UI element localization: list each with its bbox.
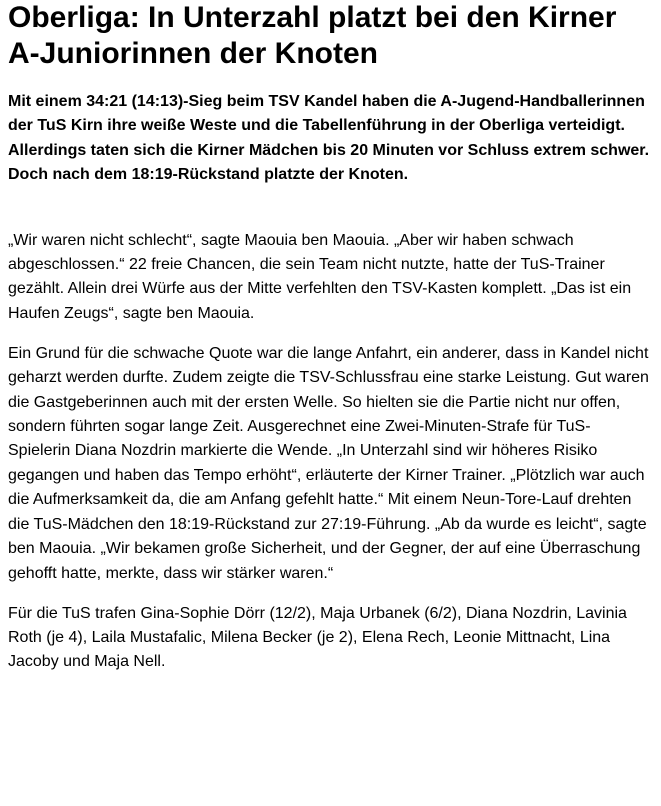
article-paragraph: Für die TuS trafen Gina-Sophie Dörr (12/2), Maja Urbanek (6/2), Diana Nozdrin, Lavinia Roth (je 4), Laila Mustafalic, Milena Becker (je 2), Elena Rech, Leonie Mittnacht, Lina Jacoby und Maja Nell. [8, 604, 627, 671]
article-paragraph: Ein Grund für die schwache Quote war die lange Anfahrt, ein anderer, dass in Kandel nicht geharzt werden durfte. Zudem zeigte die TSV-Schlussfrau eine starke Leistung. Gut waren die Gastgeberinnen auch mit der ersten Welle. So hielten sie die Partie nicht nur offen, sondern führten sogar lange Zeit. Ausgerechnet eine Zwei-Minuten-Strafe für TuS-Spielerin Diana Nozdrin markierte die Wende. „In Unterzahl sind wir höheres Risiko gegangen und haben das Tempo erhöht“, erläuterte der Kirner Trainer. „Plötzlich war auch die Aufmerksamkeit da, die am Anfang gefehlt hatte.“ Mit einem Neun-Tore-Lauf drehten die TuS-Mädchen den 18:19-Rückstand zur 27:19-Führung. „Ab da wurde es leicht“, sagte ben Maouia. „Wir bekamen große Sicherheit, und der Gegner, der auf eine Überraschung gehofft hatte, merkte, dass wir stärker waren.“ [8, 344, 649, 582]
article-paragraph: „Wir waren nicht schlecht“, sagte Maouia ben Maouia. „Aber wir haben schwach abgeschlossen.“ 22 freie Chancen, die sein Team nicht nutzte, hatte der TuS-Trainer gezählt. Allein drei Würfe aus der Mitte verfehlten den TSV-Kasten komplett. „Das ist ein Haufen Zeugs“, sagte ben Maouia. [8, 231, 632, 322]
article-body [8, 229, 651, 675]
article-lead: Mit einem 34:21 (14:13)-Sieg beim TSV Kandel haben die A-Jugend-Handballerinnen der TuS Kirn ihre weiße Weste und die Tabellenführung in der Oberliga verteidigt. Allerdings taten sich die Kirner Mädchen bis 20 Minuten vor Schluss extrem schwer. Doch nach dem 18:19-Rückstand platzte der Knoten. [8, 93, 650, 184]
article-headline: Oberliga: In Unterzahl platzt bei den Kirner A-Juniorinnen der Knoten [8, 1, 617, 70]
